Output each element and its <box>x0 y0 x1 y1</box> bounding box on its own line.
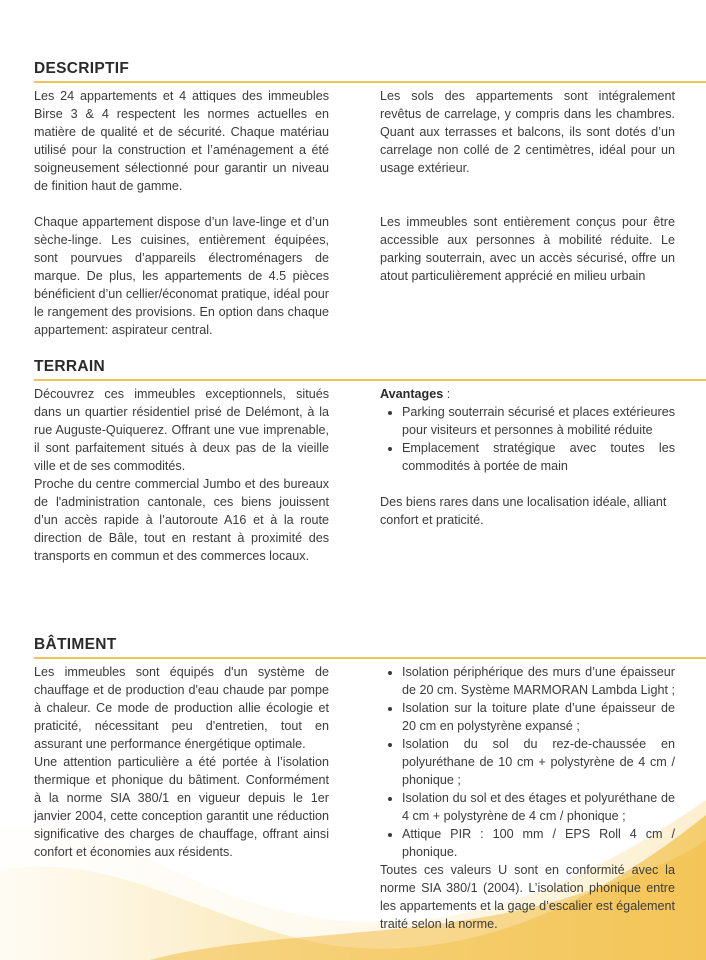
list-item: • Parking souterrain sécurisé et places extérieures pour visiteurs et personnes à mobilité réduite <box>402 403 675 439</box>
list-item: • Emplacement stratégique avec toutes les commodités à portée de main <box>402 439 675 475</box>
list-item: • Isolation sur la toiture plate d’une épaisseur de 20 cm en polystyrène expansé ; <box>402 699 675 735</box>
isolation-list <box>380 663 675 861</box>
descriptif-left-paragraph-2: Chaque appartement dispose d’un lave-linge et d’un sèche-linge. Les cuisines, entièrement équipées, sont pourvues d’appareils électroménagers de marque. De plus, les appartements de 4.5 pièces bénéficient d’un cellier/économat pratique, idéal pour le rangement des provisions. En option dans chaque appartement: aspirateur central. <box>34 215 329 337</box>
terrain-right-column <box>380 385 675 529</box>
batiment-right-paragraph-2: Toutes ces valeurs U sont en conformité avec la norme SIA 380/1 (2004). L’isolation phonique entre les appartements et la gage d’escalier est également traité selon la norme. <box>380 863 675 931</box>
descriptif-right-paragraph-1: Les sols des appartements sont intégralement revêtus de carrelage, y compris dans les chambres. Quant aux terrasses et balcons, ils sont dotés d’un carrelage non collé de 2 centimètres, idéal pour un usage extérieur. <box>380 89 675 175</box>
advantages-colon: : <box>443 387 451 401</box>
batiment-left-paragraph-1: Les immeubles sont équipés d'un système de chauffage et de production d'eau chaude par pompe à chaleur. Ce mode de production allie écologie et praticité, nécessitant peu d'entretien, tout en assurant une performance énergétique optimale. <box>34 665 329 751</box>
descriptif-right-column <box>380 87 675 285</box>
descriptif-left-paragraph-1: Les 24 appartements et 4 attiques des immeubles Birse 3 & 4 respectent les normes actuelles en matière de qualité et de sécurité. Chaque matériau utilisé pour la construction et l’aménagement a été soigneusement sélectionné pour garantir un niveau de finition haut de gamme. <box>34 89 329 193</box>
batiment-left-paragraph-2: Une attention particulière a été portée à l’isolation thermique et phonique du bâtiment. Conformément à la norme SIA 380/1 en vigueur depuis le 1er janvier 2004, cette conception garantit une réduction significative des charges de chauffage, offrant ainsi confort et économies aux résidents. <box>34 755 329 859</box>
terrain-left-paragraph-1: Découvrez ces immeubles exceptionnels, situés dans un quartier résidentiel prisé de Delémont, à la rue Auguste-Quiquerez. Offrant une vue imprenable, il sont parfaitement situés à deux pas de la vieille ville et de ses commodités. <box>34 387 329 473</box>
descriptif-left-column <box>34 87 329 339</box>
section-title-terrain: TERRAIN <box>34 358 706 381</box>
terrain-left-column <box>34 385 329 565</box>
list-item: • Attique PIR : 100 mm / EPS Roll 4 cm / phonique. <box>402 825 675 861</box>
terrain-right-paragraph-2: Des biens rares dans une localisation idéale, alliant confort et praticité. <box>380 495 667 527</box>
descriptif-right-paragraph-2: Les immeubles sont entièrement conçus pour être accessible aux personnes à mobilité réduite. Le parking souterrain, avec un accès sécurisé, offre un atout particulièrement apprécié en milieu urbain <box>380 215 675 283</box>
terrain-left-paragraph-2: Proche du centre commercial Jumbo et des bureaux de l'administration cantonale, ces biens jouissent d’un accès rapide à l’autoroute A16 et à la route direction de Bâle, tout en restant à proximité des transports en commun et des commerces locaux. <box>34 477 329 563</box>
advantages-heading <box>380 385 675 403</box>
advantages-label: Avantages <box>380 387 444 401</box>
section-title-batiment: BÂTIMENT <box>34 636 706 659</box>
batiment-right-column <box>380 663 675 933</box>
batiment-left-column <box>34 663 329 861</box>
list-item: • Isolation du sol du rez-de-chaussée en polyuréthane de 10 cm + polystyrène de 4 cm / phonique ; <box>402 735 675 789</box>
list-item: • Isolation du sol et des étages et polyuréthane de 4 cm + polystyrène de 4 cm / phonique ; <box>402 789 675 825</box>
list-item: • Isolation périphérique des murs d’une épaisseur de 20 cm. Système MARMORAN Lambda Light ; <box>402 663 675 699</box>
advantages-list <box>380 403 675 475</box>
section-title-descriptif: DESCRIPTIF <box>34 60 706 83</box>
